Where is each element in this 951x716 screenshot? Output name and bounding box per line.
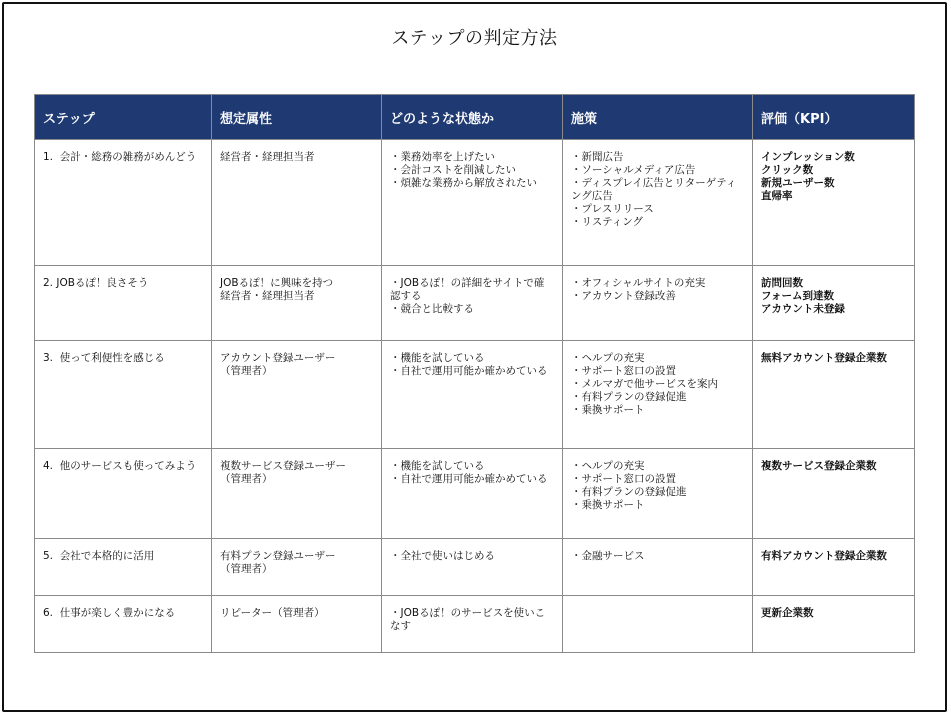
measures-cell	[563, 266, 753, 341]
cell-line: なす	[390, 620, 411, 632]
cell-line: 無料アカウント登録企業数	[761, 352, 887, 364]
cell-line: インプレッション数	[761, 151, 855, 163]
cell-line: ・ヘルプの充実	[571, 460, 645, 472]
page-title: ステップの判定方法	[391, 28, 558, 49]
cell-line: ・アカウント登録改善	[571, 290, 676, 302]
kpi-cell	[753, 539, 915, 596]
attribute-cell	[212, 266, 382, 341]
measures-cell	[563, 539, 753, 596]
kpi-cell	[753, 266, 915, 341]
cell-line: 訪問回数	[761, 277, 803, 289]
column-header-measures: 施策	[563, 95, 753, 140]
measures-cell	[563, 449, 753, 539]
attribute-cell	[212, 449, 382, 539]
step-cell	[35, 449, 212, 539]
column-header-attribute: 想定属性	[212, 95, 382, 140]
cell-line: ・メルマガで他サービスを案内	[571, 378, 718, 390]
kpi-cell	[753, 341, 915, 449]
cell-line: フォーム到達数	[761, 290, 834, 302]
cell-line: 複数サービス登録ユーザー	[220, 460, 346, 472]
cell-line: ・有料プランの登録促進	[571, 486, 687, 498]
state-cell	[382, 341, 563, 449]
state-cell	[382, 449, 563, 539]
cell-line: （管理者）	[220, 473, 273, 485]
header-row	[35, 95, 915, 140]
cell-line: ・オフィシャルサイトの充実	[571, 277, 706, 289]
cell-line: ・会計コストを削減したい	[390, 164, 516, 176]
table-row	[35, 341, 915, 449]
kpi-cell	[753, 140, 915, 266]
state-cell	[382, 266, 563, 341]
attribute-cell	[212, 140, 382, 266]
cell-line: ・全社で使いはじめる	[390, 550, 495, 562]
cell-line: ・煩雑な業務から解放されたい	[390, 177, 537, 189]
cell-line: ・ヘルプの充実	[571, 352, 645, 364]
cell-line: ・業務効率を上げたい	[390, 151, 495, 163]
cell-line: ・サポート窓口の設置	[571, 473, 676, 485]
cell-line: 複数サービス登録企業数	[761, 460, 877, 472]
measures-cell	[563, 596, 753, 653]
cell-line: （管理者）	[220, 365, 273, 377]
cell-line: ・機能を試している	[390, 460, 485, 472]
state-cell	[382, 539, 563, 596]
table-row	[35, 596, 915, 653]
column-header-step: ステップ	[35, 95, 212, 140]
cell-line: ・乗換サポート	[571, 499, 645, 511]
cell-line: ・有料プランの登録促進	[571, 391, 687, 403]
table-row	[35, 539, 915, 596]
cell-line: ・自社で運用可能か確かめている	[390, 473, 548, 485]
cell-line: ・乗換サポート	[571, 404, 645, 416]
attribute-cell	[212, 596, 382, 653]
cell-line: 6. 仕事が楽しく豊かになる	[43, 607, 176, 619]
cell-line: JOBるぽ！に興味を持つ	[220, 277, 334, 289]
cell-line: 新規ユーザー数	[761, 177, 835, 189]
cell-line: アカウント登録ユーザー	[220, 352, 336, 364]
table-row	[35, 449, 915, 539]
cell-line: ・ディスプレイ広告とリターゲティ	[571, 177, 737, 189]
state-cell	[382, 596, 563, 653]
cell-line: ・JOBるぽ！のサービスを使いこ	[390, 607, 546, 619]
cell-line: 経営者・経理担当者	[220, 151, 315, 163]
cell-line: （管理者）	[220, 563, 273, 575]
cell-line: 更新企業数	[761, 607, 814, 619]
cell-line: 有料プラン登録ユーザー	[220, 550, 336, 562]
cell-line: ング広告	[571, 190, 613, 202]
step-cell	[35, 266, 212, 341]
cell-line: リピーター（管理者）	[220, 607, 325, 619]
cell-line: 2. JOBるぽ！良さそう	[43, 277, 149, 289]
cell-line: ・JOBるぽ！の詳細をサイトで確	[390, 277, 545, 289]
cell-line: ・新聞広告	[571, 151, 624, 163]
cell-line: ・サポート窓口の設置	[571, 365, 676, 377]
step-cell	[35, 140, 212, 266]
kpi-cell	[753, 449, 915, 539]
attribute-cell	[212, 341, 382, 449]
cell-line: 1. 会計・総務の雑務がめんどう	[43, 151, 197, 163]
cell-line: ・ソーシャルメディア広告	[571, 164, 696, 176]
step-cell	[35, 596, 212, 653]
cell-line: ・リスティング	[571, 216, 644, 228]
step-cell	[35, 341, 212, 449]
cell-line: 4. 他のサービスも使ってみよう	[43, 460, 197, 472]
cell-line: 有料アカウント登録企業数	[761, 550, 887, 562]
cell-line: 3. 使って利便性を感じる	[43, 352, 165, 364]
cell-line: ・自社で運用可能か確かめている	[390, 365, 548, 377]
table-row	[35, 140, 915, 266]
cell-line: ・金融サービス	[571, 550, 645, 562]
cell-line: ・プレスリリース	[571, 203, 654, 215]
cell-line: 5. 会社で本格的に活用	[43, 550, 155, 562]
cell-line: アカウント未登録	[761, 303, 845, 315]
steps-table	[34, 94, 915, 653]
step-cell	[35, 539, 212, 596]
cell-line: 直帰率	[761, 190, 793, 202]
slide-frame	[2, 2, 947, 712]
kpi-cell	[753, 596, 915, 653]
measures-cell	[563, 140, 753, 266]
cell-line: クリック数	[761, 164, 814, 176]
cell-line: 経営者・経理担当者	[220, 290, 315, 302]
attribute-cell	[212, 539, 382, 596]
state-cell	[382, 140, 563, 266]
column-header-kpi: 評価（KPI）	[753, 95, 915, 140]
cell-line: ・競合と比較する	[390, 303, 474, 315]
column-header-state: どのような状態か	[382, 95, 563, 140]
measures-cell	[563, 341, 753, 449]
cell-line: 認する	[390, 290, 422, 302]
cell-line: ・機能を試している	[390, 352, 485, 364]
table-row	[35, 266, 915, 341]
